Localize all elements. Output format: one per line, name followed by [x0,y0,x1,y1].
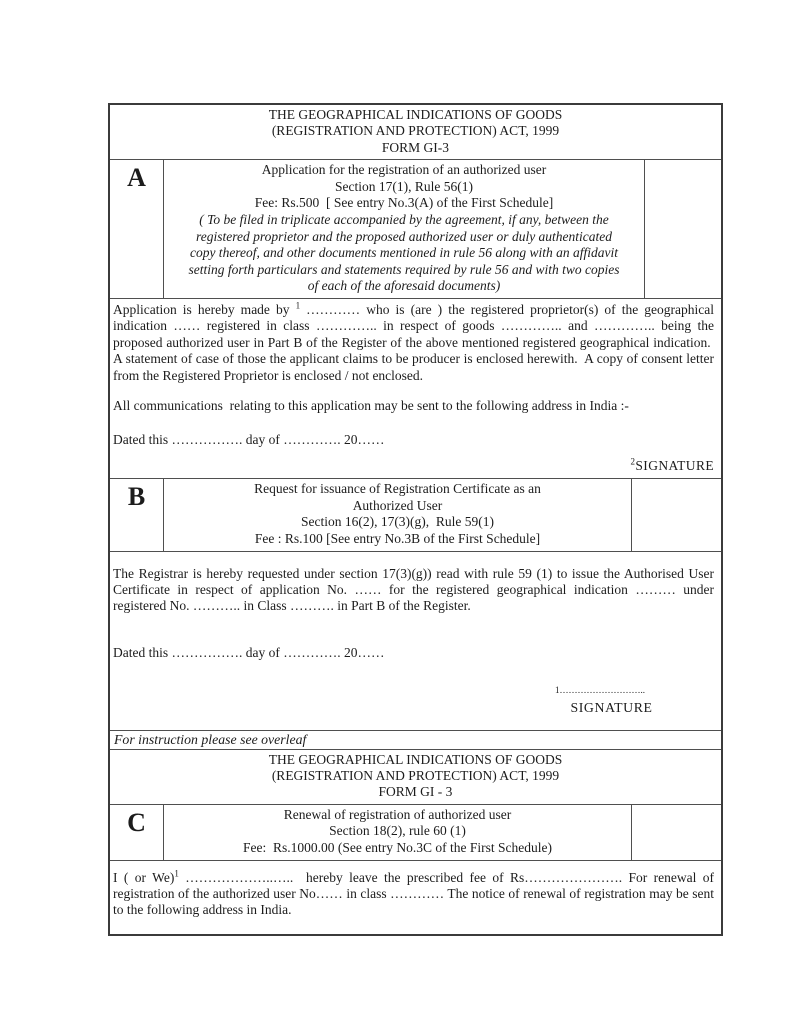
act-title-line2-second: (REGISTRATION AND PROTECTION) ACT, 1999 [271,768,560,783]
communications-line: All communications relating to this application may be sent to the following address in India :- [113,398,629,413]
section-a-heading-cell [164,160,644,298]
section-c-heading-cell [164,805,631,860]
form-header-first [110,105,721,159]
signature-line-a [113,458,714,474]
section-a-body [110,298,721,478]
section-b-fee: Fee : Rs.100 [See entry No.3B of the First Schedule] [254,531,541,546]
application-made-by-paragraph [113,302,714,384]
made-by-prefix: Application is hereby made by [113,301,296,317]
section-b-rule: Section 16(2), 17(3)(g), Rule 59(1) [300,514,495,530]
section-b-letter: B [110,479,164,550]
section-c-fee: Fee: Rs.1000.00 (See entry No.3C of the First Schedule) [243,840,552,855]
signature-label-a: SIGNATURE [635,457,714,473]
section-c-row [110,804,721,860]
instruction-note: For instruction please see overleaf [110,730,721,749]
section-c-body [110,860,721,934]
section-a-letter: A [110,160,164,298]
footnote-ref-1: 1 [295,300,301,311]
section-a-fee: Fee: Rs.500 [ See entry No.3(A) of the First Schedule] [254,195,554,211]
dated-line-b: Dated this ……………. day of …………. 20…… [113,644,385,660]
section-a-blank-cell [644,160,721,298]
section-b-row [110,478,721,550]
footnote-ref-2: 2 [630,456,636,467]
section-c-rule: Section 18(2), rule 60 (1) [329,823,466,839]
act-title-line2: (REGISTRATION AND PROTECTION) ACT, 1999 [271,123,560,139]
section-a-note: ( To be filed in triplicate accompanied by the agreement, if any, between the registered proprietor and the proposed authorized user or duly authenticated copy thereof, and other documents mentioned in rule 56 along with an affidavit setting forth particulars and statements required by rule 56 and with two copies of each of the aforesaid documents) [188,212,620,294]
section-b-body [110,551,721,730]
signature-dotted-line: 1……………………….. [555,685,645,696]
form-number-second: FORM GI - 3 [378,784,453,800]
renewal-rest: ………………..….. hereby leave the prescribed fee of Rs…………………. For renewal of registration of the authorized user No…… in class ………… The notice of renewal of registration may be sent to the following address in India. [113,869,714,918]
form-header-second [110,749,721,804]
made-by-rest: ………… who is (are ) the registered proprietor(s) of the geographical indication …… registered in class ………….. in respect of goods ………….. and ………….. being the proposed authorized user in Part B of the Register of the above mentioned registered geographical indication. A statement of case of those the applicant claims to be producer is enclosed herewith. A copy of consent letter from the Registered Proprietor is enclosed / not enclosed. [113,301,714,383]
signature-block-b [549,685,674,716]
footnote-ref-1c: 1 [174,868,179,879]
section-b-title-line1: Request for issuance of Registration Certificate as an [254,481,541,497]
act-title-line1: THE GEOGRAPHICAL INDICATIONS OF GOODS [268,107,563,122]
registrar-request-paragraph: The Registrar is hereby requested under section 17(3)(g)) read with rule 59 (1) to issue the Authorised User Certificate in respect of application No. …… for the registered geographical indication ……… under registered No. ……….. in Class ………. in Part B of the Register. [113,565,714,614]
act-title-line1-second: THE GEOGRAPHICAL INDICATIONS OF GOODS [268,751,563,767]
section-c-letter: C [110,805,164,860]
section-b-title-line2: Authorized User [352,497,443,513]
form-number: FORM GI-3 [381,139,450,155]
section-a-rule: Section 17(1), Rule 56(1) [335,178,473,194]
section-c-title: Renewal of registration of authorized user [283,806,512,822]
section-b-blank-cell [631,479,721,550]
signature-label-b: SIGNATURE [570,700,653,716]
section-a-row [110,159,721,298]
form-gi3-document [108,103,723,936]
section-b-heading-cell [164,479,631,550]
renewal-prefix: I ( or We) [113,869,175,885]
renewal-paragraph [113,870,714,919]
section-a-title: Application for the registration of an authorized user [261,162,547,178]
section-c-blank-cell [631,805,721,860]
dated-line-a: Dated this ……………. day of …………. 20…… [113,432,385,448]
